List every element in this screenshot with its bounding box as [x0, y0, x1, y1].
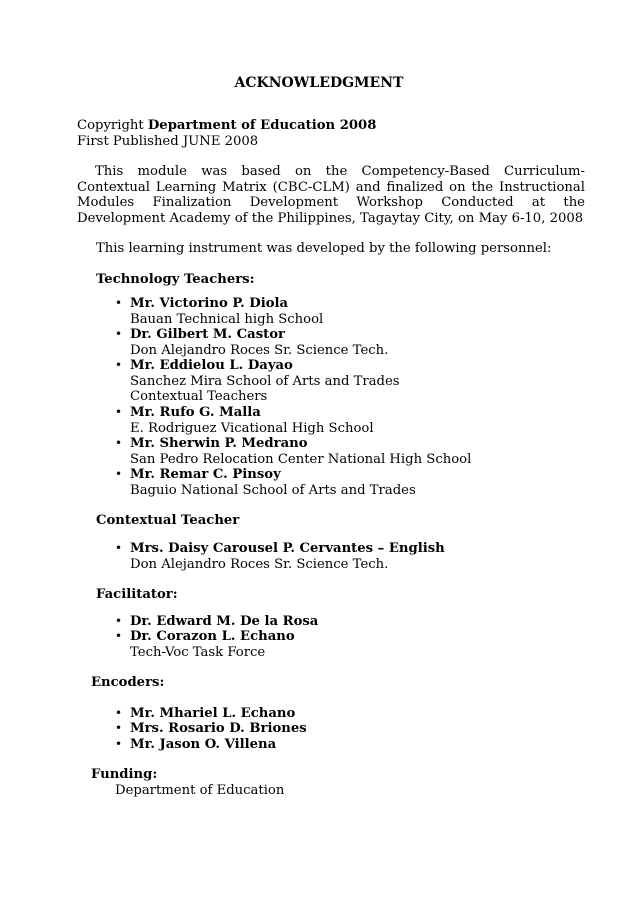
copyright-prefix: Copyright: [77, 118, 148, 133]
encoders-heading: Encoders:: [91, 675, 165, 690]
bullet-icon: •: [115, 721, 123, 735]
person-name: Dr. Gilbert M. Castor: [130, 327, 285, 342]
person-detail: Sanchez Mira School of Arts and Trades: [130, 374, 400, 389]
person-name: Mr. Eddielou L. Dayao: [130, 358, 293, 373]
person-name: Mrs. Daisy Carousel P. Cervantes – English: [130, 541, 445, 556]
page-title: ACKNOWLEDGMENT: [234, 75, 404, 91]
bullet-icon: •: [115, 436, 123, 450]
person-detail: Don Alejandro Roces Sr. Science Tech.: [130, 557, 389, 572]
bullet-icon: •: [115, 706, 123, 720]
technology-teachers-heading: Technology Teachers:: [96, 272, 255, 287]
person-name: Dr. Corazon L. Echano: [130, 629, 295, 644]
copyright-line: [77, 118, 376, 134]
person-name: Mr. Victorino P. Diola: [130, 296, 289, 311]
intro-paragraph: This module was based on the Competency-Based Curriculum-Contextual Learning Matrix (CBC-CLM) and finalized on the Instructional Modules Finalization Development Workshop Conducted at the Development Academy of the Philippines, Tagaytay City, on May 6-10, 2008: [77, 164, 585, 226]
person-detail: Don Alejandro Roces Sr. Science Tech.: [130, 343, 389, 358]
person-detail: San Pedro Relocation Center National High School: [130, 452, 472, 467]
person-name: Mr. Mhariel L. Echano: [130, 706, 296, 721]
facilitator-heading: Facilitator:: [96, 587, 178, 602]
bullet-icon: •: [115, 629, 123, 643]
bullet-icon: •: [115, 358, 123, 372]
person-name: Mr. Rufo G. Malla: [130, 405, 261, 420]
bullet-icon: •: [115, 541, 123, 555]
first-published: First Published JUNE 2008: [77, 134, 259, 149]
person-detail: Contextual Teachers: [130, 389, 268, 404]
bullet-icon: •: [115, 737, 123, 751]
person-detail: E. Rodriguez Vicational High School: [130, 421, 374, 436]
person-detail: Baguio National School of Arts and Trades: [130, 483, 416, 498]
bullet-icon: •: [115, 296, 123, 310]
bullet-icon: •: [115, 467, 123, 481]
person-name: Dr. Edward M. De la Rosa: [130, 614, 319, 629]
bullet-icon: •: [115, 405, 123, 419]
funding-value: Department of Education: [115, 783, 285, 798]
person-name: Mr. Jason O. Villena: [130, 737, 277, 752]
person-name: Mrs. Rosario D. Briones: [130, 721, 307, 736]
contextual-teacher-heading: Contextual Teacher: [96, 513, 240, 528]
person-name: Mr. Sherwin P. Medrano: [130, 436, 308, 451]
funding-heading: Funding:: [91, 767, 158, 782]
person-detail: Tech-Voc Task Force: [130, 645, 266, 660]
copyright-org: Department of Education 2008: [147, 118, 377, 133]
person-detail: Bauan Technical high School: [130, 312, 324, 327]
bullet-icon: •: [115, 614, 123, 628]
bullet-icon: •: [115, 327, 123, 341]
person-name: Mr. Remar C. Pinsoy: [130, 467, 281, 482]
personnel-intro: This learning instrument was developed by the following personnel:: [96, 241, 552, 256]
